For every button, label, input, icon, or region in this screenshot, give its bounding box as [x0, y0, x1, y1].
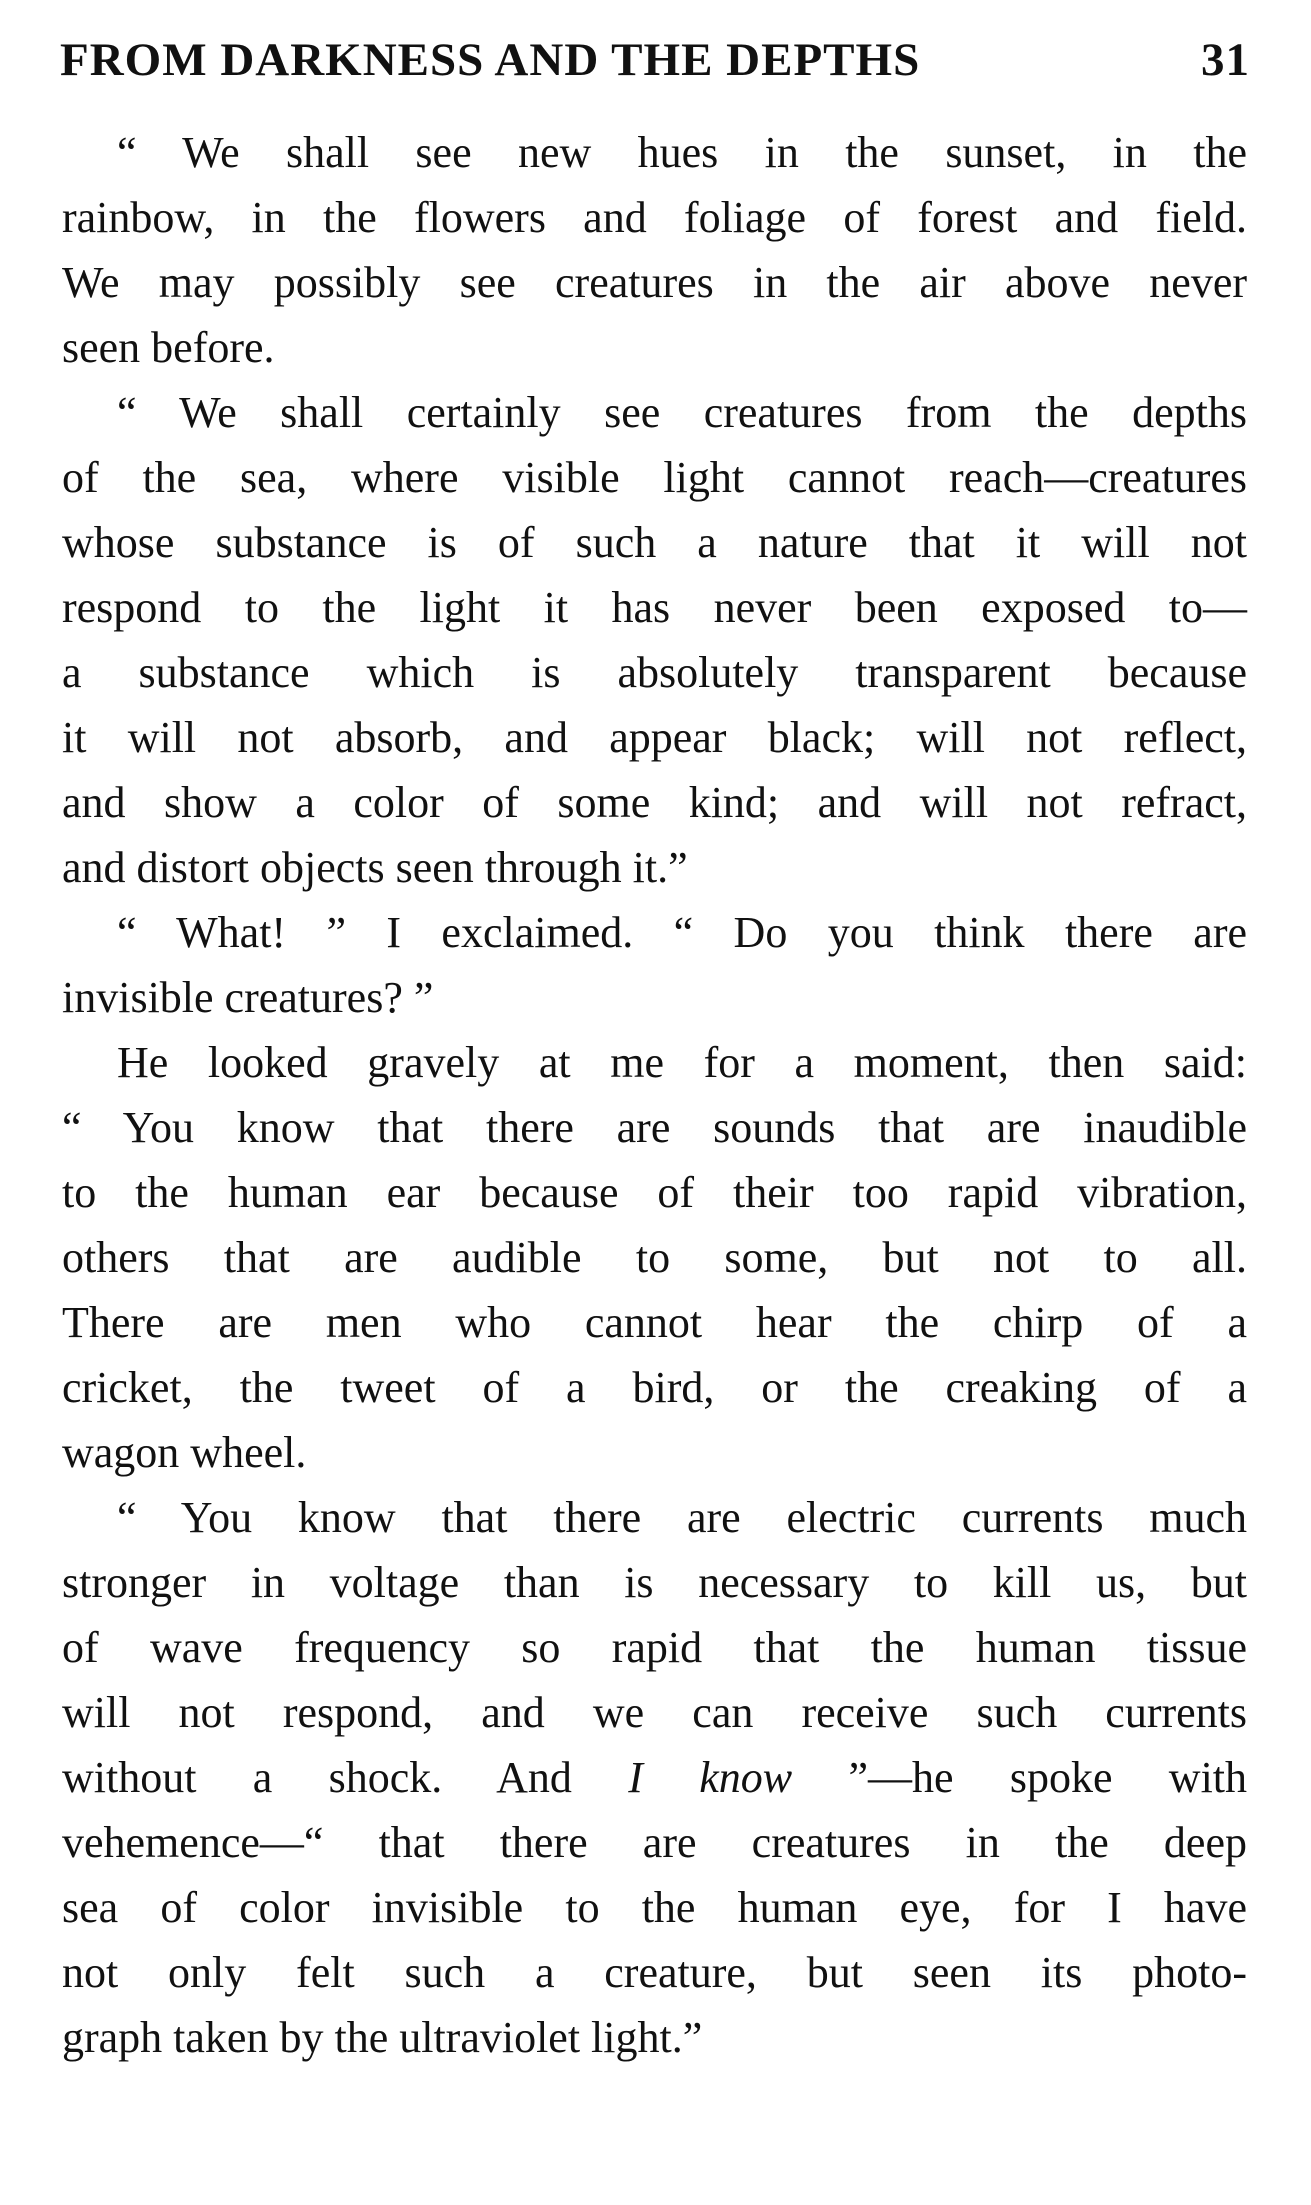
running-title: FROM DARKNESS AND THE DEPTHS [60, 34, 921, 86]
text-line: “ We shall see new hues in the sunset, in the [117, 128, 1247, 177]
text-line: whose substance is of such a nature that it will not [62, 518, 1247, 567]
paragraph-2 [62, 380, 1247, 900]
page-number: 31 [1201, 34, 1250, 86]
text-line: invisible creatures? ” [62, 973, 434, 1022]
text-line: and show a color of some kind; and will not refract, [62, 778, 1247, 827]
text-run: without a shock. And [62, 1753, 629, 1802]
text-line: We may possibly see creatures in the air above never [62, 258, 1247, 307]
text-line: cricket, the tweet of a bird, or the creaking of a [62, 1363, 1247, 1412]
text-line: and distort objects seen through it.” [62, 843, 688, 892]
text-run: ”—he spoke with [792, 1753, 1248, 1802]
text-line: vehemence—“ that there are creatures in the deep [62, 1818, 1247, 1867]
text-line: a substance which is absolutely transparent because [62, 648, 1247, 697]
paragraph-5 [62, 1485, 1247, 2070]
text-line: to the human ear because of their too rapid vibration, [62, 1168, 1247, 1217]
text-line: rainbow, in the flowers and foliage of forest and field. [62, 193, 1247, 242]
text-line: “ You know that there are electric currents much [117, 1493, 1247, 1542]
text-line: There are men who cannot hear the chirp of a [62, 1298, 1247, 1347]
text-line: “ You know that there are sounds that are inaudible [62, 1103, 1247, 1152]
text-line: sea of color invisible to the human eye, for I have [62, 1883, 1247, 1932]
paragraph-1 [62, 120, 1247, 380]
text-line: others that are audible to some, but not to all. [62, 1233, 1247, 1282]
text-line: “ We shall certainly see creatures from the depths [117, 388, 1247, 437]
text-line: stronger in voltage than is necessary to kill us, but [62, 1558, 1247, 1607]
text-line: not only felt such a creature, but seen its photo- [62, 1948, 1247, 1997]
text-line-with-emphasis [62, 1745, 1247, 1810]
paragraph-3 [62, 900, 1247, 1030]
text-line: will not respond, and we can receive such currents [62, 1688, 1247, 1737]
text-line: of the sea, where visible light cannot reach—creatures [62, 453, 1247, 502]
text-line: it will not absorb, and appear black; will not reflect, [62, 713, 1247, 762]
text-line: graph taken by the ultraviolet light.” [62, 2013, 703, 2062]
text-line: He looked gravely at me for a moment, then said: [117, 1038, 1247, 1087]
running-head [60, 30, 1250, 90]
text-line: “ What! ” I exclaimed. “ Do you think there are [117, 908, 1247, 957]
text-line: wagon wheel. [62, 1428, 307, 1477]
text-line: respond to the light it has never been exposed to— [62, 583, 1247, 632]
paragraph-4 [62, 1030, 1247, 1485]
page-body [62, 120, 1247, 2070]
text-line: seen before. [62, 323, 275, 372]
italic-emphasis: I know [628, 1753, 793, 1802]
text-line: of wave frequency so rapid that the human tissue [62, 1623, 1247, 1672]
